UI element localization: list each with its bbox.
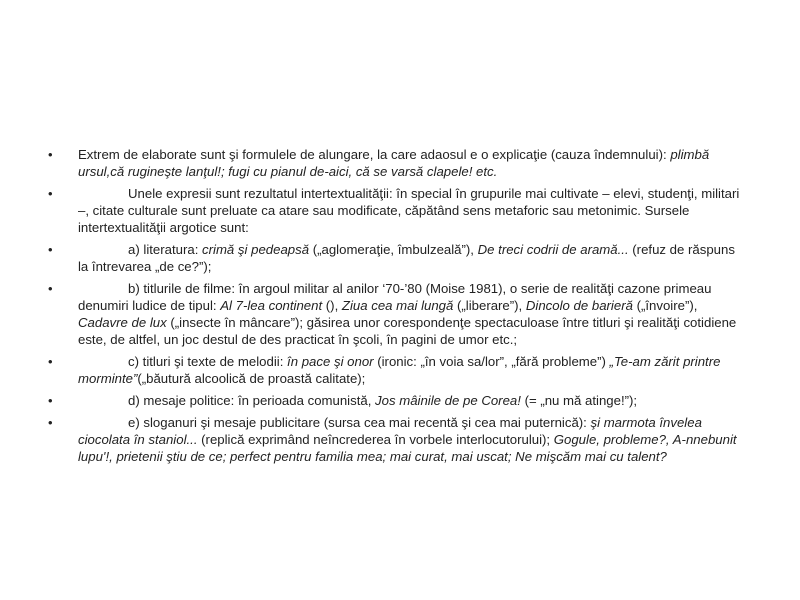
bullet-dot-icon: • <box>48 393 53 408</box>
bullet-dot-icon: • <box>48 147 53 162</box>
bullet-item <box>40 392 740 409</box>
bullet-dot-icon: • <box>48 354 53 369</box>
italic-text: Gogule, probleme?, A-nnebunit lupu'!, prietenii ştiu de ce; perfect pentru familia mea; mai curat, mai uscat; Ne mişcăm mai cu talent? <box>78 432 737 464</box>
bullet-item <box>40 414 740 465</box>
text-segment: b) titlurile de filme: în argoul militar al anilor ‘70-’80 (Moise 1981), o serie de realităţi cazone primeau denumiri ludice de tipul: <box>78 281 712 313</box>
text-segment: (), <box>322 298 342 313</box>
italic-text: plimbă ursul,că rugineşte lanţul!; fugi cu pianul de-aici, că se varsă clapele! etc. <box>78 147 710 179</box>
text-segment: (replică exprimând neîncrederea în vorbele interlocutorului); <box>197 432 554 447</box>
bullet-item <box>40 146 740 180</box>
bullet-item <box>40 185 740 236</box>
bullet-dot-icon: • <box>48 281 53 296</box>
italic-text: Jos mâinile de pe Corea! <box>375 393 521 408</box>
italic-text: în pace şi onor <box>287 354 374 369</box>
bullet-dot-icon: • <box>48 242 53 257</box>
text-segment: (refuz de răspuns la întrevarea „de ce?”); <box>78 242 735 274</box>
text-segment: (= „nu mă atinge!”); <box>520 393 638 408</box>
italic-text: şi marmota învelea ciocolata în staniol... <box>78 415 702 447</box>
bullet-item <box>40 353 740 387</box>
italic-text: „Te-am zărit printre morminte” <box>78 354 721 386</box>
text-segment: (ironic: „în voia sa/lor”, „fără probleme”) <box>373 354 610 369</box>
bullet-dot-icon: • <box>48 186 53 201</box>
text-segment: („învoire”), <box>632 298 698 313</box>
italic-text: Al 7-lea continent <box>220 298 323 313</box>
italic-text: crimă şi pedeapsă <box>202 242 310 257</box>
text-segment: („băutură alcoolică de proastă calitate); <box>137 371 366 386</box>
bullet-item <box>40 280 740 348</box>
italic-text: De treci codrii de aramă... <box>477 242 629 257</box>
text-segment: Unele expresii sunt rezultatul intertextualităţii: în special în grupurile mai cultivate – elevi, studenţi, militari –, citate culturale sunt preluate ca atare sau modificate, căpătând sens metaforic sau metonimic. Sursele intertextualităţii argotice sunt: <box>78 186 740 235</box>
text-segment: c) titluri şi texte de melodii: <box>128 354 288 369</box>
text-segment: („aglomeraţie, îmbulzeală”), <box>309 242 478 257</box>
bullet-dot-icon: • <box>48 415 53 430</box>
text-segment: („insecte în mâncare”); găsirea unor corespondenţe spectaculoase între titluri şi realităţi cotidiene este, de altfel, un joc destul de des practicat în şcoli, în pagini de umor etc.; <box>78 315 737 347</box>
italic-text: Dincolo de barieră <box>525 298 633 313</box>
bullet-list <box>40 146 740 470</box>
text-segment: a) literatura: <box>128 242 203 257</box>
text-segment: („liberare”), <box>453 298 526 313</box>
text-segment: e) sloganuri şi mesaje publicitare (sursa cea mai recentă şi cea mai puternică): <box>128 415 591 430</box>
text-segment: Extrem de elaborate sunt şi formulele de alungare, la care adaosul e o explicaţie (cauza îndemnului): <box>78 147 671 162</box>
text-segment: d) mesaje politice: în perioada comunistă, <box>128 393 376 408</box>
bullet-item <box>40 241 740 275</box>
italic-text: Ziua cea mai lungă <box>341 298 454 313</box>
italic-text: Cadavre de lux <box>78 315 167 330</box>
